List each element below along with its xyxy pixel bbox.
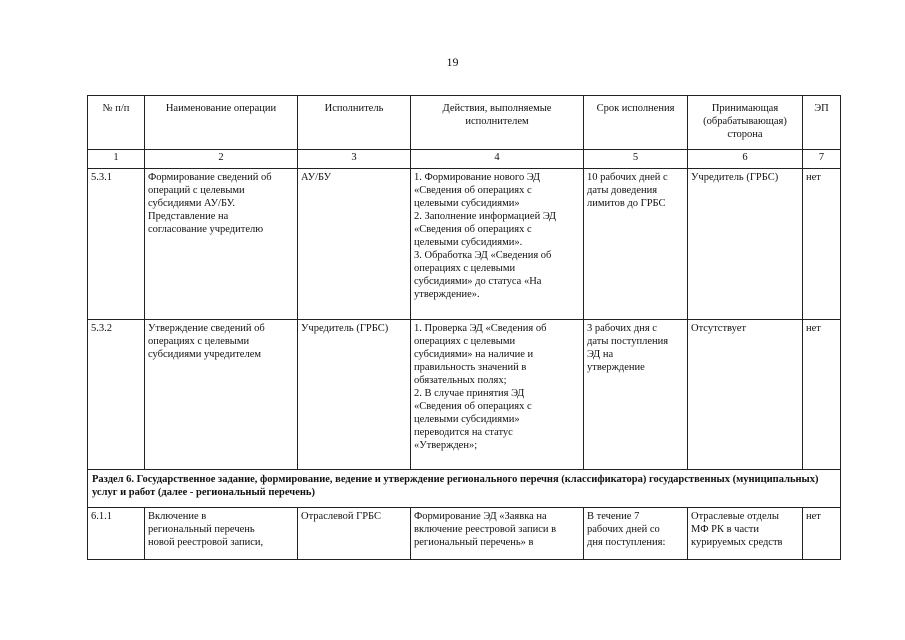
column-number: 3 <box>298 150 411 169</box>
cell-operation: Утверждение сведений об операциях с целевыми субсидиями учредителем <box>145 320 298 470</box>
header-cell-ep: ЭП <box>803 96 841 150</box>
column-number: 5 <box>584 150 688 169</box>
column-number-row <box>88 150 841 169</box>
cell-num: 5.3.1 <box>88 169 145 320</box>
cell-operation: Включение в региональный перечень новой реестровой записи, <box>145 508 298 560</box>
cell-num: 5.3.2 <box>88 320 145 470</box>
column-number: 7 <box>803 150 841 169</box>
cell-ep: нет <box>803 169 841 320</box>
cell-deadline: В течение 7 рабочих дней со дня поступления: <box>584 508 688 560</box>
cell-executor: АУ/БУ <box>298 169 411 320</box>
cell-executor: Отраслевой ГРБС <box>298 508 411 560</box>
table-header-row <box>88 96 841 150</box>
page-number: 19 <box>446 55 459 69</box>
cell-actions: 1. Проверка ЭД «Сведения об операциях с целевыми субсидиями» на наличие и правильность значений в обязательных полях; 2. В случае принятия ЭД «Сведения об операциях с целевыми субсидиями» переводится на статус «Утвержден»; <box>411 320 584 470</box>
cell-num: 6.1.1 <box>88 508 145 560</box>
cell-receiver: Учредитель (ГРБС) <box>688 169 803 320</box>
cell-operation: Формирование сведений об операций с целевыми субсидиями АУ/БУ. Представление на согласование учредителю <box>145 169 298 320</box>
table-row <box>88 508 841 560</box>
cell-ep: нет <box>803 508 841 560</box>
cell-executor: Учредитель (ГРБС) <box>298 320 411 470</box>
table-row <box>88 169 841 320</box>
column-number: 2 <box>145 150 298 169</box>
cell-deadline: 3 рабочих дня с даты поступления ЭД на утверждение <box>584 320 688 470</box>
column-number: 6 <box>688 150 803 169</box>
header-cell-executor: Исполнитель <box>298 96 411 150</box>
section-title: Раздел 6. Государственное задание, формирование, ведение и утверждение регионального перечня (классификатора) государственных (муниципальных) услуг и работ (далее - региональный перечень) <box>88 470 841 508</box>
header-cell-receiver: Принимающая (обрабатывающая) сторона <box>688 96 803 150</box>
cell-actions: Формирование ЭД «Заявка на включение реестровой записи в региональный перечень» в <box>411 508 584 560</box>
header-cell-deadline: Срок исполнения <box>584 96 688 150</box>
cell-receiver: Отсутствует <box>688 320 803 470</box>
column-number: 4 <box>411 150 584 169</box>
operations-table <box>87 95 841 560</box>
cell-actions: 1. Формирование нового ЭД «Сведения об операциях с целевыми субсидиями» 2. Заполнение информацией ЭД «Сведения об операциях с целевыми субсидиями». 3. Обработка ЭД «Сведения об операциях с целевыми субсидиями» до статуса «На утверждение». <box>411 169 584 320</box>
table-row <box>88 320 841 470</box>
header-cell-num: № п/п <box>88 96 145 150</box>
section-heading-row <box>88 470 841 508</box>
column-number: 1 <box>88 150 145 169</box>
header-cell-actions: Действия, выполняемые исполнителем <box>411 96 584 150</box>
cell-deadline: 10 рабочих дней с даты доведения лимитов до ГРБС <box>584 169 688 320</box>
header-cell-operation: Наименование операции <box>145 96 298 150</box>
cell-ep: нет <box>803 320 841 470</box>
cell-receiver: Отраслевые отделы МФ РК в части курируемых средств <box>688 508 803 560</box>
